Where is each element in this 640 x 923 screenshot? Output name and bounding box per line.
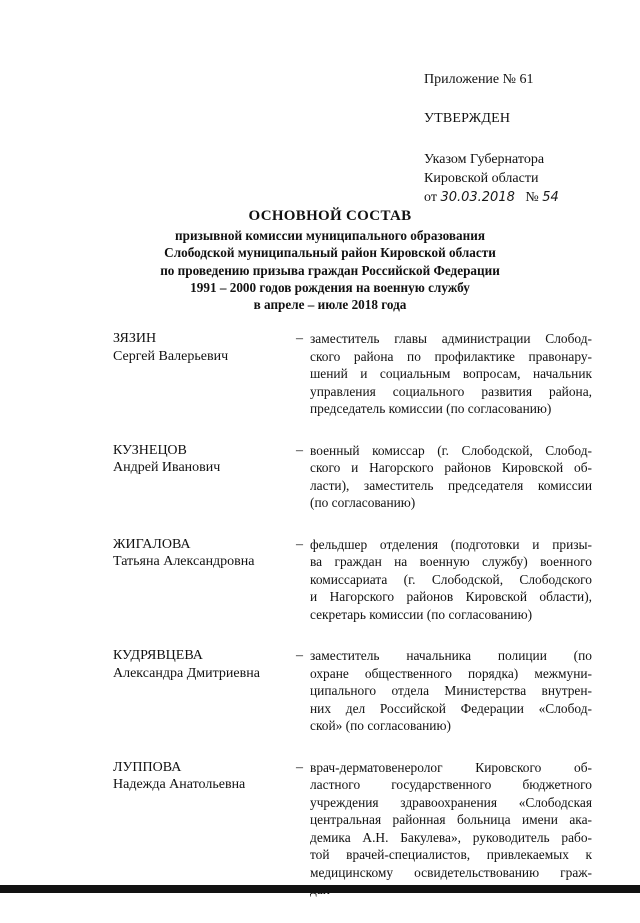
- member-name: [113, 442, 296, 512]
- member-dash: –: [296, 648, 303, 663]
- role-line: охране общественного порядка) межмуни-: [310, 665, 592, 681]
- title-line: Слободской муниципальный район Кировской области: [164, 245, 496, 261]
- title-line: призывной комиссии муниципального образования: [175, 228, 485, 243]
- role-line: военный комиссар (г. Слободской, Слобод-: [310, 442, 592, 458]
- member-surname: ЗЯЗИН: [113, 331, 157, 346]
- region-line: Кировской области: [424, 171, 539, 186]
- approved-label: УТВЕРЖДЕН: [424, 111, 511, 126]
- role-line: центральная районная больница имени ака-: [310, 812, 592, 827]
- role-line: демика А.Н. Бакулева», руководитель рабо-: [310, 829, 592, 845]
- member-dash: –: [296, 331, 303, 346]
- appendix-header: [424, 70, 624, 207]
- role-line: фельдшер отделения (подготовки и призы-: [310, 536, 592, 552]
- role-line: (по согласованию): [310, 495, 416, 510]
- member-entry: [113, 442, 603, 512]
- handwritten-date: 30.03.2018: [440, 190, 515, 205]
- members-list: [113, 330, 603, 923]
- role-line: заместитель начальника полиции (по: [310, 648, 592, 663]
- title-main: ОСНОВНОЙ СОСТАВ: [248, 208, 412, 224]
- role-line: шений и социальным вопросам, начальник: [310, 366, 592, 381]
- role-line: секретарь комиссии (по согласованию): [310, 606, 533, 622]
- member-role: [310, 647, 592, 735]
- role-line: и Нагорского районов Кировской области),: [310, 589, 592, 604]
- role-line: них дел Российской Федерации «Слобод-: [310, 700, 592, 716]
- role-line: врач-дерматовенеролог Кировского об-: [310, 759, 592, 775]
- member-entry: [113, 647, 603, 735]
- handwritten-number: 54: [542, 190, 559, 205]
- member-entry: [113, 330, 603, 418]
- role-line: председатель комиссии (по согласованию): [310, 401, 552, 416]
- member-given-name: Сергей Валерьевич: [113, 348, 229, 364]
- member-surname: КУЗНЕЦОВ: [113, 442, 187, 458]
- member-dash: –: [296, 536, 303, 552]
- role-line: ского и Нагорского районов Кировской об-: [310, 460, 592, 475]
- member-role: [310, 536, 592, 624]
- role-line: той врачей-специалистов, привлекаемых к: [310, 847, 592, 862]
- appendix-number: Приложение № 61: [424, 72, 534, 87]
- member-name: [113, 536, 296, 624]
- scan-edge-bar: [0, 885, 640, 893]
- member-entry: [113, 536, 603, 624]
- role-line: ского района по профилактике правонару-: [310, 348, 592, 364]
- role-line: ва граждан на военную службу) военного: [310, 554, 592, 569]
- document-title: [100, 205, 560, 313]
- member-surname: ЛУППОВА: [113, 759, 182, 775]
- role-line: ципального отдела Министерства внутрен-: [310, 683, 592, 698]
- member-surname: КУДРЯВЦЕВА: [113, 648, 203, 663]
- member-given-name: Татьяна Александровна: [113, 554, 255, 569]
- role-line: ской» (по согласованию): [310, 718, 451, 733]
- title-line: 1991 – 2000 годов рождения на военную службу: [190, 279, 470, 295]
- member-given-name: Александра Дмитриевна: [113, 665, 260, 681]
- member-given-name: Андрей Иванович: [113, 460, 221, 475]
- member-name: [113, 647, 296, 735]
- member-dash: –: [296, 759, 303, 775]
- role-line: медицинскому освидетельствованию граж-: [310, 864, 592, 880]
- role-line: ласти), заместитель председателя комиссии: [310, 477, 592, 493]
- title-line: по проведению призыва граждан Российской Федерации: [160, 262, 500, 278]
- role-line: управления социального развития района,: [310, 383, 592, 399]
- member-surname: ЖИГАЛОВА: [113, 536, 191, 552]
- member-given-name: Надежда Анатольевна: [113, 777, 246, 792]
- role-line: ластного государственного бюджетного: [310, 777, 592, 792]
- member-role: [310, 759, 592, 899]
- member-role: [310, 330, 592, 418]
- member-name: [113, 759, 296, 899]
- member-name: [113, 330, 296, 418]
- title-line: в апреле – июле 2018 года: [253, 297, 407, 313]
- date-prefix: от: [424, 190, 437, 205]
- member-entry: [113, 759, 603, 899]
- role-line: комиссариата (г. Слободской, Слободского: [310, 571, 592, 587]
- member-role: [310, 442, 592, 512]
- role-line: заместитель главы администрации Слобод-: [310, 331, 592, 346]
- decree-line: Указом Губернатора: [424, 152, 545, 167]
- member-dash: –: [296, 442, 303, 458]
- number-prefix: №: [525, 190, 539, 205]
- role-line: учреждения здравоохранения «Слободская: [310, 794, 592, 810]
